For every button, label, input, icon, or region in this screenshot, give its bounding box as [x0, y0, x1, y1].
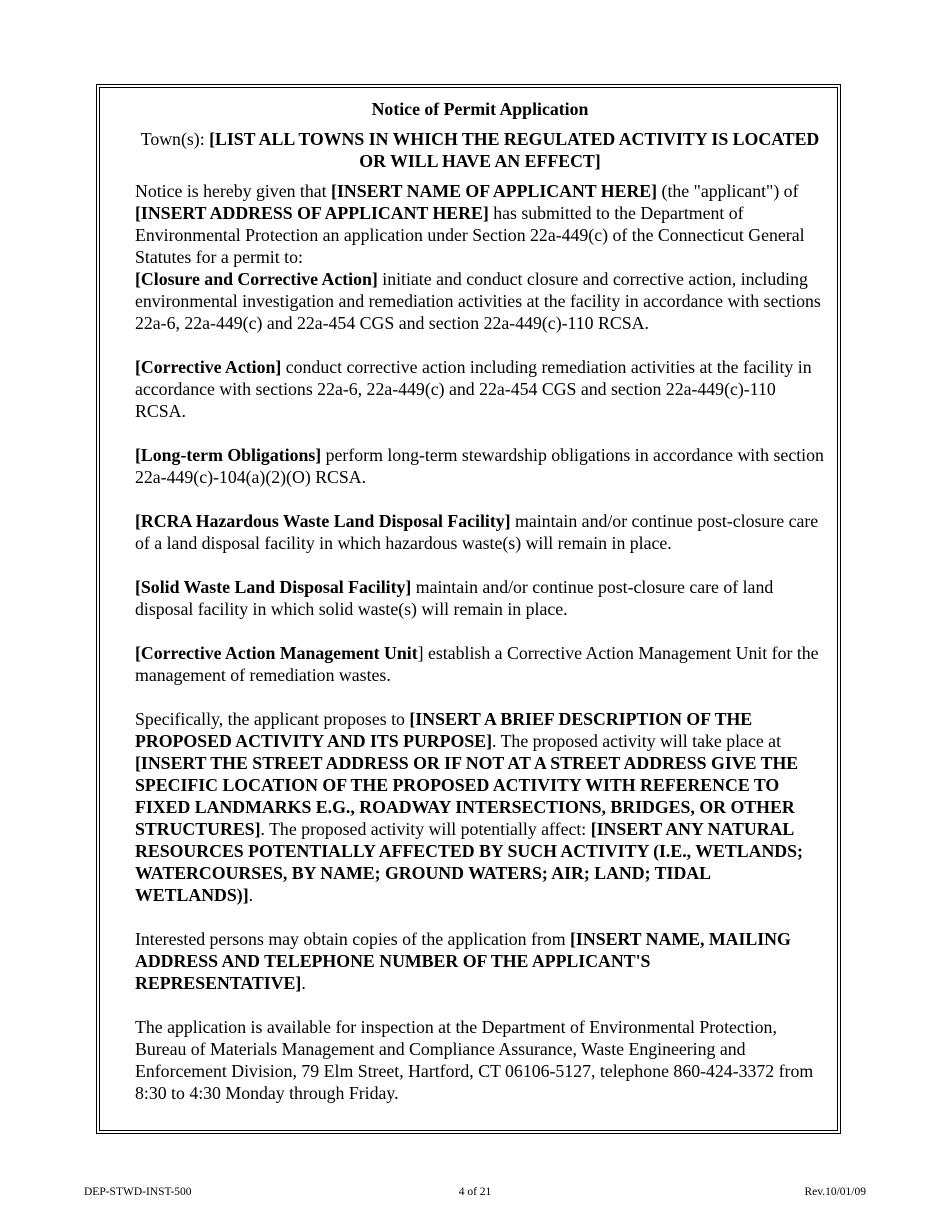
option-label: [Closure and Corrective Action] — [135, 269, 378, 289]
option-text: initiate and conduct closure and corrective action, including environmental investigation and remediation activities at the facility in accordance with sections 22a-6, 22a-449(c) and 22a-454 CGS and section 22a-449(c)-110 RCSA. — [135, 269, 821, 333]
intro-text-1: Notice is hereby given that — [135, 181, 332, 201]
copies-text-1: Interested persons may obtain copies of the application from — [135, 929, 571, 949]
description-placeholder: [INSERT A BRIEF DESCRIPTION OF THE PROPOSED ACTIVITY AND ITS PURPOSE] — [135, 709, 753, 751]
option-label: [RCRA Hazardous Waste Land Disposal Facility] — [135, 511, 511, 531]
option-text: maintain and/or continue post-closure care of a land disposal facility in which hazardous waste(s) will remain in place. — [135, 511, 819, 553]
option-text: conduct corrective action including remediation activities at the facility in accordance with sections 22a-6, 22a-449(c) and 22a-454 CGS and section 22a-449(c)-110 RCSA. — [135, 357, 812, 421]
inspection-paragraph: The application is available for inspection at the Department of Environmental Protection, Bureau of Materials Management and Compliance Assurance, Waste Engineering and Enforcement Division, 79 Elm Street, Hartford, CT 06106-5127, telephone 860-424-3372 from 8:30 to 4:30 Monday through Friday. — [135, 1017, 814, 1103]
option-label: [Corrective Action] — [135, 357, 282, 377]
copies-paragraph — [135, 928, 825, 994]
location-placeholder: [INSERT THE STREET ADDRESS OR IF NOT AT A STREET ADDRESS GIVE THE SPECIFIC LOCATION OF THE PROPOSED ACTIVITY WITH REFERENCE TO FIXED LANDMARKS E.G., ROADWAY INTERSECTIONS, BRIDGES, OR OTHER STRUCTURES] — [135, 753, 799, 839]
specifics-text-2: . The proposed activity will take place at — [492, 731, 782, 751]
option-label: [Long-term Obligations] — [135, 445, 322, 465]
notice-title: Notice of Permit Application — [371, 99, 589, 119]
intro-text-3: has submitted to the Department of Environmental Protection an application under Section 22a-449(c) of the Connecticut General Statutes for a permit to: — [135, 203, 805, 267]
option-label: [Corrective Action Management Unit — [135, 643, 418, 663]
intro-text-2: (the "applicant") of — [657, 181, 799, 201]
option-text: perform long-term stewardship obligations in accordance with section 22a-449(c)-104(a)(2)(O) RCSA. — [135, 445, 824, 487]
specifics-text-1: Specifically, the applicant proposes to — [135, 709, 410, 729]
footer-revision: Rev.10/01/09 — [804, 1186, 866, 1198]
option-label: [Solid Waste Land Disposal Facility] — [135, 577, 412, 597]
option-rcra-land-disposal — [135, 510, 825, 554]
representative-placeholder: [INSERT NAME, MAILING ADDRESS AND TELEPHONE NUMBER OF THE APPLICANT'S REPRESENTATIVE] — [135, 929, 791, 993]
notice-content — [135, 98, 825, 1104]
option-closure-corrective-action — [135, 268, 825, 334]
option-corrective-action — [135, 356, 825, 422]
option-long-term-obligations — [135, 444, 825, 488]
specifics-paragraph — [135, 708, 825, 906]
option-text: maintain and/or continue post-closure care of land disposal facility in which solid waste(s) will remain in place. — [135, 577, 774, 619]
footer-doc-id: DEP-STWD-INST-500 — [84, 1186, 192, 1198]
notice-box — [96, 84, 841, 1134]
resources-placeholder: [INSERT ANY NATURAL RESOURCES POTENTIALLY AFFECTED BY SUCH ACTIVITY (I.E., WETLANDS; WATERCOURSES, BY NAME; GROUND WATERS; AIR; LAND; TIDAL WETLANDS)] — [135, 819, 803, 905]
footer-page-number: 4 of 21 — [458, 1186, 492, 1198]
intro-paragraph — [135, 180, 825, 268]
specifics-text-3: . The proposed activity will potentially affect: — [260, 819, 591, 839]
option-solid-waste-land-disposal — [135, 576, 825, 620]
specifics-text-4: . — [248, 885, 254, 905]
towns-label: Town(s): — [140, 129, 210, 149]
towns-placeholder: [LIST ALL TOWNS IN WHICH THE REGULATED ACTIVITY IS LOCATED OR WILL HAVE AN EFFECT] — [209, 129, 820, 171]
option-text: ] establish a Corrective Action Management Unit for the management of remediation wastes. — [135, 643, 819, 685]
copies-text-2: . — [301, 973, 306, 993]
option-camu — [135, 642, 825, 686]
applicant-name-placeholder: [INSERT NAME OF APPLICANT HERE] — [331, 181, 658, 201]
applicant-address-placeholder: [INSERT ADDRESS OF APPLICANT HERE] — [135, 203, 489, 223]
towns-line — [135, 128, 825, 172]
